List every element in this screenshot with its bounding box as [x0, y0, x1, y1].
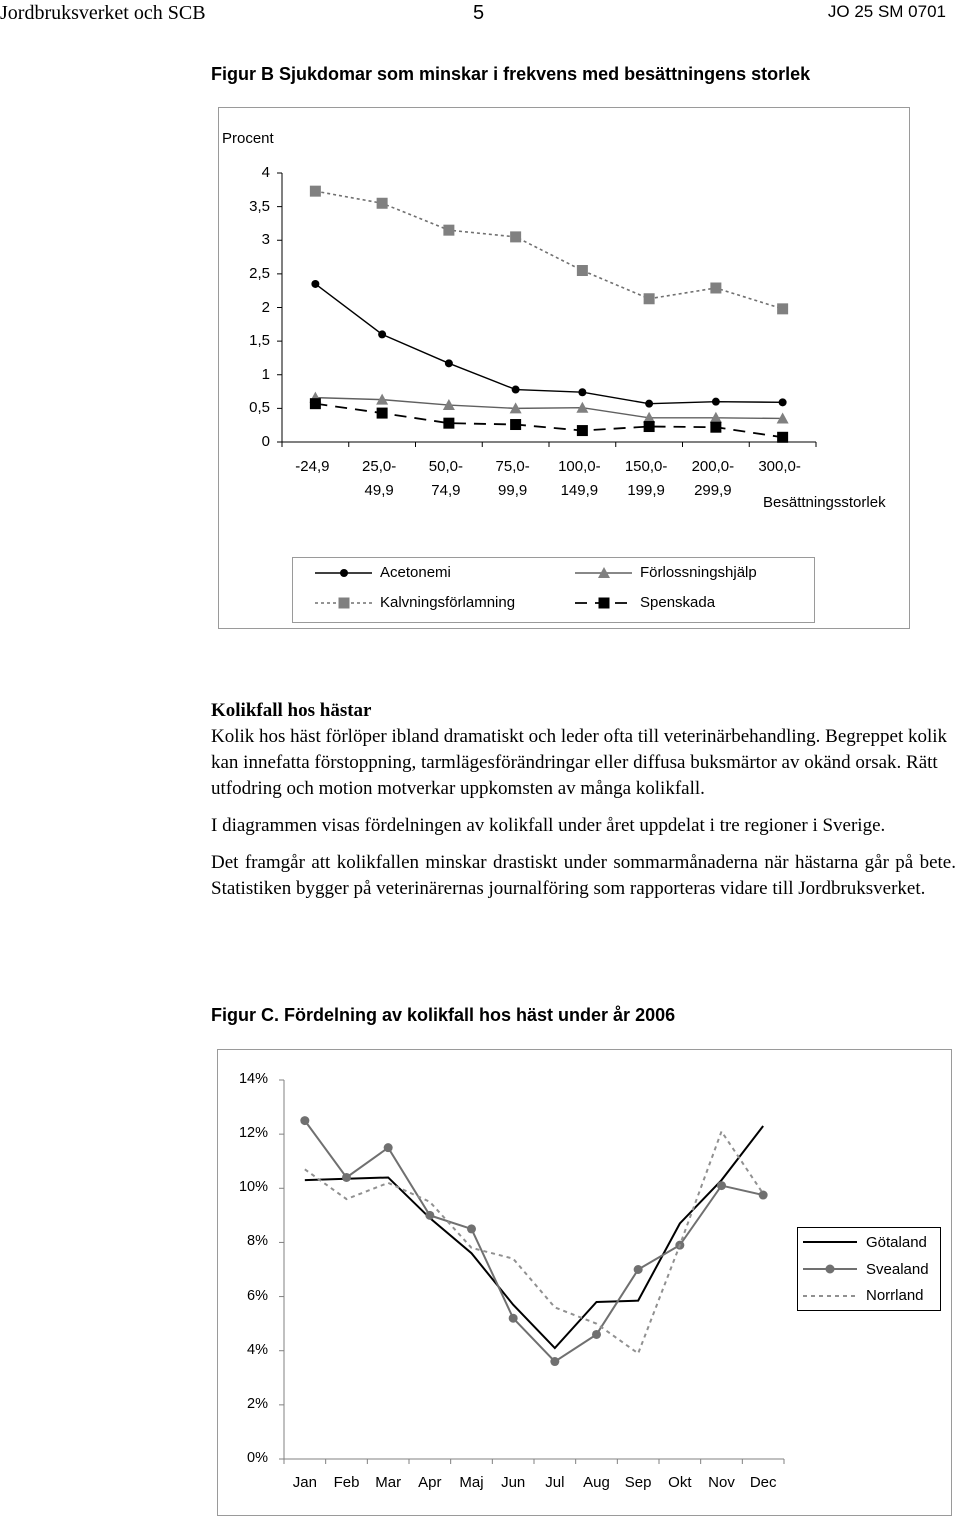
figure-c-series-point-1: [384, 1143, 393, 1152]
figure-c-series-point-1: [342, 1173, 351, 1182]
figure-b-xtick-line: 200,0-: [691, 458, 735, 475]
figure-b-xlabel: Besättningsstorlek: [763, 494, 886, 511]
figure-c-xtick-label: Mar: [375, 1474, 402, 1491]
legend-label-svealand: Svealand: [866, 1261, 929, 1278]
legend-label-forlossningshjalp: Förlossningshjälp: [640, 564, 757, 581]
legend-label-gotaland: Götaland: [866, 1234, 927, 1251]
figure-b-ylabel: Procent: [222, 130, 274, 147]
figure-c-series-line-2: [305, 1131, 763, 1353]
figure-b-ytick-label: 0,5: [249, 399, 270, 417]
figure-b-ytick-label: 1,5: [249, 332, 270, 350]
figure-b-xtick-line: 75,0-: [495, 458, 530, 475]
figure-c-series-point-1: [717, 1181, 726, 1190]
legend-swatch-svealand-marker: [826, 1265, 835, 1274]
figure-b-xtick-line: 50,0-: [428, 458, 463, 475]
figure-b-ytick-label: 1: [261, 365, 270, 383]
section-heading: Kolikfall hos hästar: [211, 700, 372, 721]
figure-c-xtick-label: Feb: [333, 1474, 360, 1491]
figure-c-xtick-label: Aug: [583, 1474, 610, 1491]
figure-b-xtick-line: 25,0-: [362, 458, 397, 475]
figure-c-series-point-1: [550, 1357, 559, 1366]
figure-b-xtick-line: 300,0-: [758, 458, 801, 475]
figure-b-ytick-label: 3,5: [249, 197, 270, 215]
figure-c-series-point-1: [759, 1191, 768, 1200]
running-header-left: Jordbruksverket och SCB: [0, 2, 206, 24]
figure-b-xtick-line: 99,9: [498, 482, 528, 499]
figure-c-series-point-1: [300, 1116, 309, 1125]
figure-c-title: Figur C. Fördelning av kolikfall hos häst under år 2006: [211, 1005, 676, 1025]
legend-label-spenskada: Spenskada: [640, 594, 716, 611]
figure-c-ytick-label: 4%: [247, 1341, 268, 1358]
paragraph-1: Kolik hos häst förlöper ibland dramatiskt och leder ofta till veterinärbehandling. Begreppet kolik kan innefatta förstoppning, tarmlägesförändringar eller diffusa buksmärtor av okänd orsak. Rätt utfodring och motion motverkar uppkomsten av många kolikfall.: [211, 726, 948, 799]
figure-b-ytick-label: 0: [261, 433, 270, 450]
figure-c-ytick-label: 10%: [238, 1179, 268, 1196]
legend-label-kalvningsforlamning: Kalvningsförlamning: [380, 594, 516, 611]
paragraph-2: I diagrammen visas fördelningen av kolikfall under året uppdelat i tre regioner i Sverige.: [211, 815, 886, 836]
figure-c-ytick-label: 6%: [247, 1287, 268, 1304]
legend-label-acetonemi: Acetonemi: [380, 564, 451, 581]
figure-c-xtick-label: Dec: [749, 1474, 777, 1491]
figure-c-ytick-label: 2%: [247, 1395, 268, 1412]
figure-c-xtick-label: Jan: [292, 1474, 317, 1491]
figure-c-series-point-1: [425, 1211, 434, 1220]
figure-b-xtick-line: 199,9: [627, 482, 665, 499]
figure-c-series-point-1: [467, 1224, 476, 1233]
figure-b-ytick-label: 4: [261, 164, 270, 181]
figure-c-ytick-label: 8%: [247, 1233, 268, 1250]
running-header-right: JO 25 SM 0701: [827, 2, 946, 21]
figure-b-xtick-line: 100,0-: [558, 458, 601, 475]
figure-b-xtick-line: 49,9: [364, 482, 394, 499]
figure-c-ytick-label: 0%: [247, 1450, 268, 1466]
figure-c-xtick-label: Sep: [624, 1474, 652, 1491]
figure-c-series-point-1: [634, 1265, 643, 1274]
figure-c-ytick-label: 12%: [238, 1125, 268, 1142]
figure-c-series-point-1: [509, 1314, 518, 1323]
figure-b-xtick-line: 150,0-: [624, 458, 668, 475]
figure-c-xtick-label: Jul: [545, 1474, 565, 1491]
figure-c-series-point-1: [592, 1330, 601, 1339]
figure-b-xtick-line: 74,9: [431, 482, 461, 499]
figure-c-xtick-label: Jun: [501, 1474, 526, 1491]
figure-b-ytick-label: 2,5: [249, 264, 270, 282]
paragraph-3: Det framgår att kolikfallen minskar drastiskt under sommarmånaderna när hästarna går på bete. Statistiken bygger på veterinärernas journalföring som rapporteras vidare till Jordbruksverket.: [211, 852, 956, 899]
figure-c-xtick-label: Apr: [418, 1474, 442, 1491]
figure-b-xtick-line: 149,9: [560, 482, 599, 499]
figure-c-ytick-label: 14%: [238, 1071, 268, 1087]
figure-c-xtick-label: Nov: [708, 1474, 735, 1491]
figure-b-ytick-label: 3: [261, 231, 270, 249]
figure-b-xtick-line: -24,9: [295, 458, 330, 475]
legend-label-norrland: Norrland: [866, 1287, 924, 1304]
figure-b-title: Figur B Sjukdomar som minskar i frekvens med besättningens storlek: [211, 64, 811, 84]
figure-b-ytick-label: 2: [261, 298, 270, 316]
figure-c-xtick-label: Okt: [668, 1474, 692, 1491]
figure-b-xtick-line: 299,9: [694, 482, 732, 499]
figure-c-xtick-label: Maj: [459, 1474, 484, 1491]
page-number: 5: [473, 2, 485, 24]
